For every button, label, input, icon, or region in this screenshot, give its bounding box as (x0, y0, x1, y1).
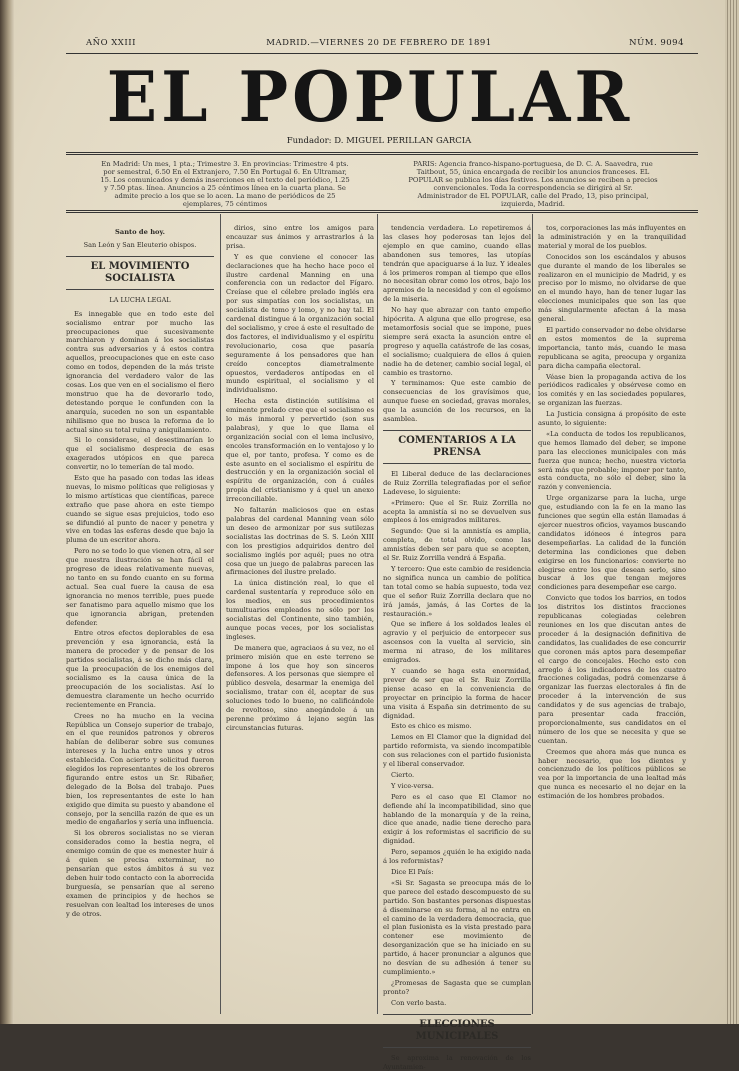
paragraph: «Si Sr. Sagasta se preocupa más de lo que parece del estado descompuesto de su partido. Son bastantes personas dispuestas á diseminarse en su forma, al no entra en el camino de la verdadera democracia, que el plan fusionista es la vista prestado para contener ese movimiento de desorganización que se ha iniciado en su partido, á hacer pronunciar a algunos que no desvían de su adhesión á tener su cumplimiento.» (383, 878, 531, 976)
paragraph: Cierto. (391, 770, 415, 779)
paragraph: Conocidos son los escándalos y abusos que durante el mando de los liberales se realizaron en el municipio de Madrid, y es preciso por lo mismo, no olvidarse de que en el mundo hayo, han de tener lugar las elecciones municipales que son las que más singularmente afectan á la masa general. (538, 252, 686, 324)
paragraph: Y es que conviene el conocer las declaraciones que ha hecho hace poco el ilustre cardenal Manning en una conferencia con un redactor del Fígaro. Creíase que el célebre prelado inglés era por sus simpatías con los socialistas, un socialista de tomo y lomo, y no hay tal. El cardenal distingue á la organización social del socialismo, y cree á este el resultado de dos factores, el individualismo y el espíritu revolucionario, cosa que pasaría seguramente á los pensadores que han creído conceptos diametralmente opuestos, verdaderos antípodas en el mundo espiritual, el socialismo y el individualismo. (226, 252, 374, 395)
founder-line: Fundador: D. MIGUEL PERILLAN GARCIA (286, 136, 472, 146)
paragraph: La única distinción real, lo que el cardenal sustentaría y reproduce sólo en los medios, en sus procedimientos tumultuarios empleados no sólo por los socialistas del Continente, sino también, aunque pocas veces, por los socialistas ingleses. (226, 579, 374, 641)
paragraph: Pero, sepamos ¿quién le ha exigido nada á los reformistas? (383, 848, 531, 866)
section-heading: COMENTARIOS A LA PRENSA (383, 430, 531, 464)
section-heading-elections: ELECCIONES MUNICIPALES (383, 1014, 531, 1048)
paragraph: Entre otros efectos deplorables de esa prevención y esa ignorancia, está la manera de proceder y de pensar de los partidos socialistas, á se dicho más clara, que la preocupación de los enemigos del socialismo es la causa única de la preocupación de los socialistas. Así lo demuestra claramente un hecho ocurrido recientemente en Francia. (66, 629, 214, 709)
paragraph: Y vice-versa. (391, 781, 434, 790)
header-divider (66, 210, 698, 213)
paragraph: Es innegable que en todo este del socialismo entrar por mucho las preocupaciones que sucesivamente marchiaron y dominan á los socialistas contra sus adversarios y á estos contra aquellos, preocupaciones que en este caso como en todos, dependen de la más triste ignorancia del verdadero valor de las cosas. Los que ven en el socialismo el fiero monstruo que ha de devorarlo todo, detestando porque le confunden con la anarquía, suceden no son un espantable nihilismo que no busca la reforma de lo actual sino su total ruina y aniquilamiento. (66, 309, 214, 434)
column-rule-1 (220, 214, 221, 1014)
paragraph: El Liberal deduce de las declaraciones de Ruiz Zorrilla telegrafiadas por el señor Ladevese, lo siguiente: (383, 469, 531, 496)
paragraph: Segundo: Que si la amnistía es amplia, completa, de total olvido, como las amnistías deben ser para que se acepten, el Sr. Ruiz Zorrilla vendrá á España. (383, 527, 531, 563)
year-label: AÑO XXIII (86, 38, 136, 48)
book-binding (0, 0, 14, 1024)
paragraph: El partido conservador no debe olvidarse en estos momentos de la suprema importancia, tanto más, cuando le masa republicana se agita, preocupa y organiza para dicha campaña electoral. (538, 325, 686, 370)
newspaper-title: EL POPULAR (106, 56, 634, 138)
masthead-bottom-rule (66, 152, 698, 155)
paragraph: La Justicia consigna á propósito de este asunto, lo siguiente: (538, 410, 686, 428)
column-3 (383, 224, 531, 1071)
paragraph: Crees no ha mucho en la vecina República un Consejo superior de trabajo, en el que reunidos patronos y obreros habían de deliberar sobre sus comunes intereses y la lucha entre unos y otros establecida. Con acierto y solicitud fueron elegidos los representantes de los obreros figurando entre estos un Sr. Ribañer, delegado de la Bolsa del trabajo. Pues bien, los representantes de este lo han exigido que dimita su puesto y abandone el consejo, por la sencilla razón de que es un medio de engañarlos y sería una influencia. (66, 711, 214, 827)
article-title: EL MOVIMIENTO SOCIALISTA (66, 256, 214, 290)
paragraph: Pero es el caso que El Clamor no defiende ahí la incompatibilidad, sino que hablando de la monarquía y de la reina, dice que anade, nadie tiene derecho para exigir á los reformistas el sacrificio de su dignidad. (383, 792, 531, 846)
column-2 (226, 224, 374, 1014)
article-subtitle: LA LUCHA LEGAL (109, 295, 171, 304)
paragraph: «Primero: Que el Sr. Ruiz Zorrilla no acepta la amnistía si no se devuelven sus empleos á los emigrados militares. (383, 498, 531, 525)
issue-number: NÚM. 9094 (629, 38, 684, 48)
paragraph: De manera que, agraciaos á su vez, no el primero misión que en este terreno se impone á los que hoy son sinceros defensores. A los personas que siempre el público desvela, desarmar la enemiga del socialismo, tratar con él, aceptar de sus soluciones todo lo bueno, no calificándole de revoltoso, sino anegándole á un perenne próximo á lejano según las circunstancias futuras. (226, 643, 374, 732)
subscription-prices: En Madrid: Un mes, 1 pta.; Trimestre 3. En provincias: Trimestre 4 pts. por semestral, 6.50 En el Extranjero, 7.50 En Portugal 6. En Ultramar, 15. Los comunicados y demás inserciones en el texto del periódico, 1.25 y 7.50 ptas. línea. Anuncios a 25 céntimos línea en la cuarta plana. Se admite precio a los que se lo acen. La mano de periódicos de 25 ejemplares, 75 céntimos (100, 160, 350, 208)
paragraph: No faltarán maliciosos que en estas palabras del cardenal Manning vean sólo un deseo de armonizar por sus sutilezas socialistas las doctrinas de S. S. León XIII con los prestigios adquiridos dentro del socialismo inglés por aquél; pues no otra cosa que un juego de palabras parecen las afirmaciones del ilustre prelado. (226, 506, 374, 577)
paragraph: Convicto que todos los barrios, en todos los distritos los distintos fracciones republicanas colegiadas celebren reuniones en los que discutan antes de proceder á la designación definitiva de candidatos, las cualidades de ese concurrir que coronen más aptos para desempeñar el cargo de concejales. Hecho esto con arreglo á los indicadores de los cuatro fracciones coligadas, podrá comenzarse á organizar las fuerzas electorales á fin de proceder á la intervención de sus candidatos y de sus agencias de trabajo, para presentar cada fracción, proporcionalmente, sus candidatos en el número de los que se necesita y que se cuentan. (538, 594, 686, 745)
paragraph: Hecha esta distinción sutilísima el eminente prelado cree que el socialismo es lo más inmoral y pervertido (son sus palabras), y que lo que llama el organización social con el lema inclusivo, encoles transformación en lo ventajoso y lo que el, por tanto, profesa. Y como es de este asunto en el socialismo el espíritu de destrucción y en la organización social el espíritu de organización, con á cuáles propia del cristianismo y á quel un anexo irreconciliable. (226, 397, 374, 504)
saint-heading: Santo de hoy. (115, 228, 165, 236)
paragraph: «La conducta de todos los republicanos, que hemos llamado del deber, se impone para las elecciones municipales con más fuerza que nunca; hecho, nuestra victoria será más que probable; imponer por tanto, esta conducta, no sólo el deber, sino la razón y conveniencia. (538, 429, 686, 492)
paragraph: Esto es chico es mismo. (391, 722, 472, 731)
paragraph: Si lo considerase, el desestimarían lo que el socialismo desprecia de esas exagerados utópicos en que pareca convertir, no lo temerían de tal modo. (66, 436, 214, 472)
masthead-dateline-row (74, 38, 684, 52)
paragraph: Creemos que ahora más que nunca es haber necesario, que los dientes y concienzudo de los políticos públicos se vea por la importancia de una lealtad más que nunca es necesario el no dejar en la estimación de los hombres probados. (538, 747, 686, 801)
dateline: MADRID.—VIERNES 20 DE FEBRERO DE 1891 (266, 38, 492, 48)
paragraph: tos, corporaciones las más influyentes en la administración y en la tranquilidad material y moral de los pueblos. (538, 224, 686, 250)
saint-text: San León y San Eleuterio obispos. (83, 240, 197, 249)
paris-agency-notice: PARIS: Agencia franco-hispano-portuguesa, de D. C. A. Saavedra, rue Taitbout, 55, única encargada de recibir los anuncios franceses. EL POPULAR se publica los días festivos. Los anuncios se reciben a precios convencionales. Toda la correspondencia se dirigirá al Sr. Administrador de EL POPULAR, calle del Prado, 13, piso principal, izquierda, Madrid. (408, 160, 658, 208)
paragraph: Si los obreros socialistas no se vieran considerados como la bestia negra, el enemigo común de que es menester huir á á quien se precisa exterminar, no pensarían que estos ámbitos á su vez deben huir todo contacto con la aborrecida burguesía, se pensarían que al sereno examen de principios y de hechos se resuelvan con lealtad los intereses de unos y de otros. (66, 829, 214, 918)
column-4 (538, 224, 686, 1014)
paragraph: Esto que ha pasado con todas las ideas nuevas, lo mismo políticas que religiosas y lo mismo artísticas que científicas, parece extraño que pase ahora en este tiempo cuando se sigue esas prejuicios, todo eso se difundió al punto de nacer y penetra y vive en todas las esferas desde que bajo la pluma de un escritor ahora. (66, 474, 214, 545)
paragraph: Lemos en El Clamor que la dignidad del partido reformista, va siendo incompatible con sus relaciones con el partido fusionista y el liberal conservador. (383, 733, 531, 769)
page-edges (725, 0, 739, 1024)
paragraph: Dice El País: (391, 868, 434, 876)
paragraph: Y tercero: Que este cambio de residencia no significa nunca un cambio de política tan total como se había supuesto, toda vez que el señor Ruiz Zorrilla declara que no irá jamás, jamás, á las Cortes de la restauración.» (383, 565, 531, 618)
paragraph: dirios, sino entre los amigos para encauzar sus ánimos y arrastrarlos á la prisa. (226, 224, 374, 250)
column-rule-3 (532, 214, 533, 1014)
paragraph: Véase bien la propaganda activa de los periódicos radicales y obsérvese como en los comités y en las sociedades populares, se organizan las fuerzas. (538, 372, 686, 408)
paragraph: tendencia verdadera. Lo repetiremos á las clases hoy poderosas tan lejos del ejemplo en que camino, cuando ellas abandonen sus temores, las utopías tendrán que apaciguarse á la luz. Y ideales á los primeros rompan al tiempo que ellos no necesitan obrar como los otros, bajo los apremios de la necesidad y con el egoísmo de la miseria. (383, 224, 531, 304)
paragraph: Con verlo basta. (391, 998, 447, 1007)
paragraph: Que se infiere á los soldados leales el agravio y el perjuicio de entorpecer sus ascensos con la vuelta al servicio, sin merma ni atraso, de los militares emigrados. (383, 620, 531, 665)
paragraph: Pero no se todo lo que vienen otra, al ser que nuestra ilustración se han fácil el progreso de ideas relativamente nuevas, no tanto en su fondo cuanto en su forma actual. Sea cual fuere la causa de esa ignorancia no menos terrible, pues puede ser fanatismo para aquello mismo que los que ignorancia abrigan, pretenden defender. (66, 547, 214, 627)
paragraph: ¿Promesas de Sagasta que se cumplan pronto? (383, 978, 531, 996)
paragraph: Urge organizarse para la lucha, urge que, estudiando con la fe en la mano las funciones que según ella están llamadas á ejercer nuestros oficios, vayamos buscando candidatos idóneos é íntegros para desempeñarlas. La calidad de la función determina las condiciones que deben exigirse en los funcionarios: convierte no elegirse entre los que desean serlo, sino buscar á los que tengan mejores condiciones para desempeñar ese cargo. (538, 494, 686, 592)
paragraph: No hay que abrazar con tanto empeño hipócrita. A alguna que ello progrese, esa metamorfosis social que se impone, pues siempre será exacta la asunción entre el progreso y aquella catástrofe de las cosas, el socialismo; cualquiera de ellos á quien nadie ha de detener, cambio social legal, el cambio es trastorno. (383, 306, 531, 377)
paragraph: Y cuando se haga esta enormidad, prever de ser que el Sr. Ruiz Zorrilla piense acaso en la conveniencia de proyectar en principio la forma de hacer una visita á España sin detrimento de su dignidad. (383, 666, 531, 720)
masthead-top-rule (66, 53, 698, 54)
column-rule-2 (377, 214, 378, 1014)
column-1 (66, 224, 214, 1014)
paragraph: Y terminamos: Que este cambio de consecuencias de los gravísimos que, aunque fuese en sociedad, gravas morales, que la asunción de los recursos, en la asamblea. (383, 379, 531, 424)
paragraph: Se aproxima la renovación de los Ayuntamien- (383, 1053, 531, 1071)
